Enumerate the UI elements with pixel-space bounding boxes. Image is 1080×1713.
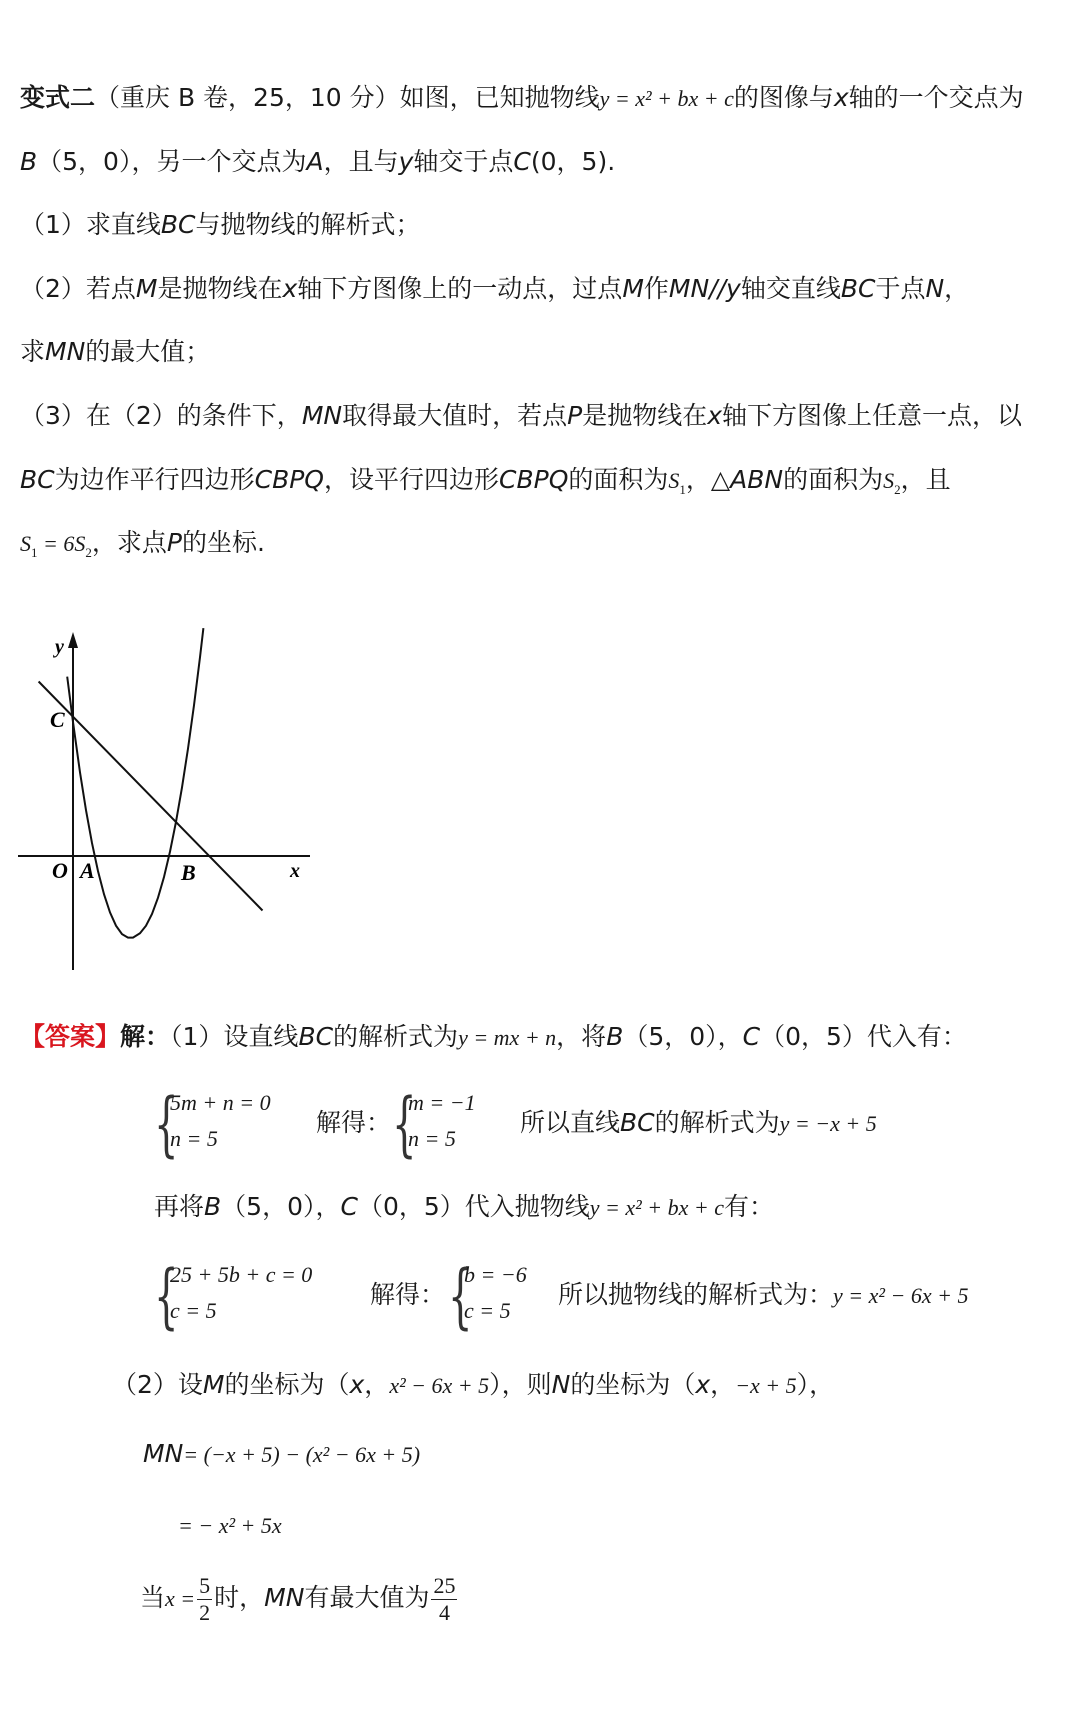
parabola-equation: y = x² + bx + c xyxy=(599,86,734,111)
problem-line-2: B（5，0），另一个交点为A，且与y轴交于点C(0，5). xyxy=(20,147,616,176)
parabola-result: 所以抛物线的解析式为：y = x² − 6x + 5 xyxy=(558,1280,969,1309)
label-a: A xyxy=(80,858,95,883)
label-b: B xyxy=(181,860,196,885)
problem-line-1: 变式二（重庆 B 卷，25，10 分）如图，已知抛物线y = x² + bx + c的图像与x轴的一个交点为 xyxy=(20,83,1024,112)
answer-tag: 【答案】 xyxy=(20,1022,121,1051)
question-2: （2）若点M是抛物线在x轴下方图像上的一动点，过点M作MN//y轴交直线BC于点N， xyxy=(20,274,970,303)
part-2-setup: （2）设M的坐标为（x，x² − 6x + 5），则N的坐标为（x，−x + 5）， xyxy=(112,1370,835,1399)
mn-simplified: = − x² + 5x xyxy=(178,1513,282,1538)
question-2-cont: 求MN的最大值； xyxy=(20,337,211,366)
label-o: O xyxy=(52,858,68,883)
label-y: y xyxy=(55,636,64,658)
question-3: （3）在（2）的条件下，MN取得最大值时，若点P是抛物线在x轴下方图像上任意一点，以 xyxy=(20,401,1023,430)
y-axis-arrow xyxy=(68,632,78,648)
answer-line-again: 再将B（5，0），C（0，5）代入抛物线y = x² + bx + c有： xyxy=(154,1192,774,1221)
line-bc-result: 所以直线BC的解析式为y = −x + 5 xyxy=(520,1108,877,1137)
label-c: C xyxy=(50,707,65,732)
label-x: x xyxy=(290,860,300,882)
area-relation: $S_1 = 6S_2$ xyxy=(20,531,92,560)
mn-expression: MN= (−x + 5) − (x² − 6x + 5) xyxy=(143,1439,421,1468)
fraction-25-4: $\frac{25}{4}$ xyxy=(433,1572,456,1625)
parabola-figure xyxy=(0,620,330,985)
question-3-cont2: $S_1 = 6S_2$，求点P的坐标. xyxy=(20,528,265,560)
fraction-5-2: $\frac{5}{2}$ xyxy=(199,1572,211,1625)
answer-line-1: 【答案】解：（1）设直线BC的解析式为y = mx + n，将B（5，0），C（0，5）代入有： xyxy=(20,1022,967,1051)
question-1: （1）求直线BC与抛物线的解析式； xyxy=(20,210,421,239)
variant-label: 变式二 xyxy=(20,83,96,112)
max-value-line: 当x = $\frac{5}{2}$ 时，MN有最大值为 $\frac{25}{4}$ xyxy=(140,1572,456,1625)
parabola-curve xyxy=(67,628,203,938)
question-3-cont: BC为边作平行四边形CBPQ，设平行四边形CBPQ的面积为$S_1$，△ABN的面积为$S_2$，且 xyxy=(20,465,951,497)
